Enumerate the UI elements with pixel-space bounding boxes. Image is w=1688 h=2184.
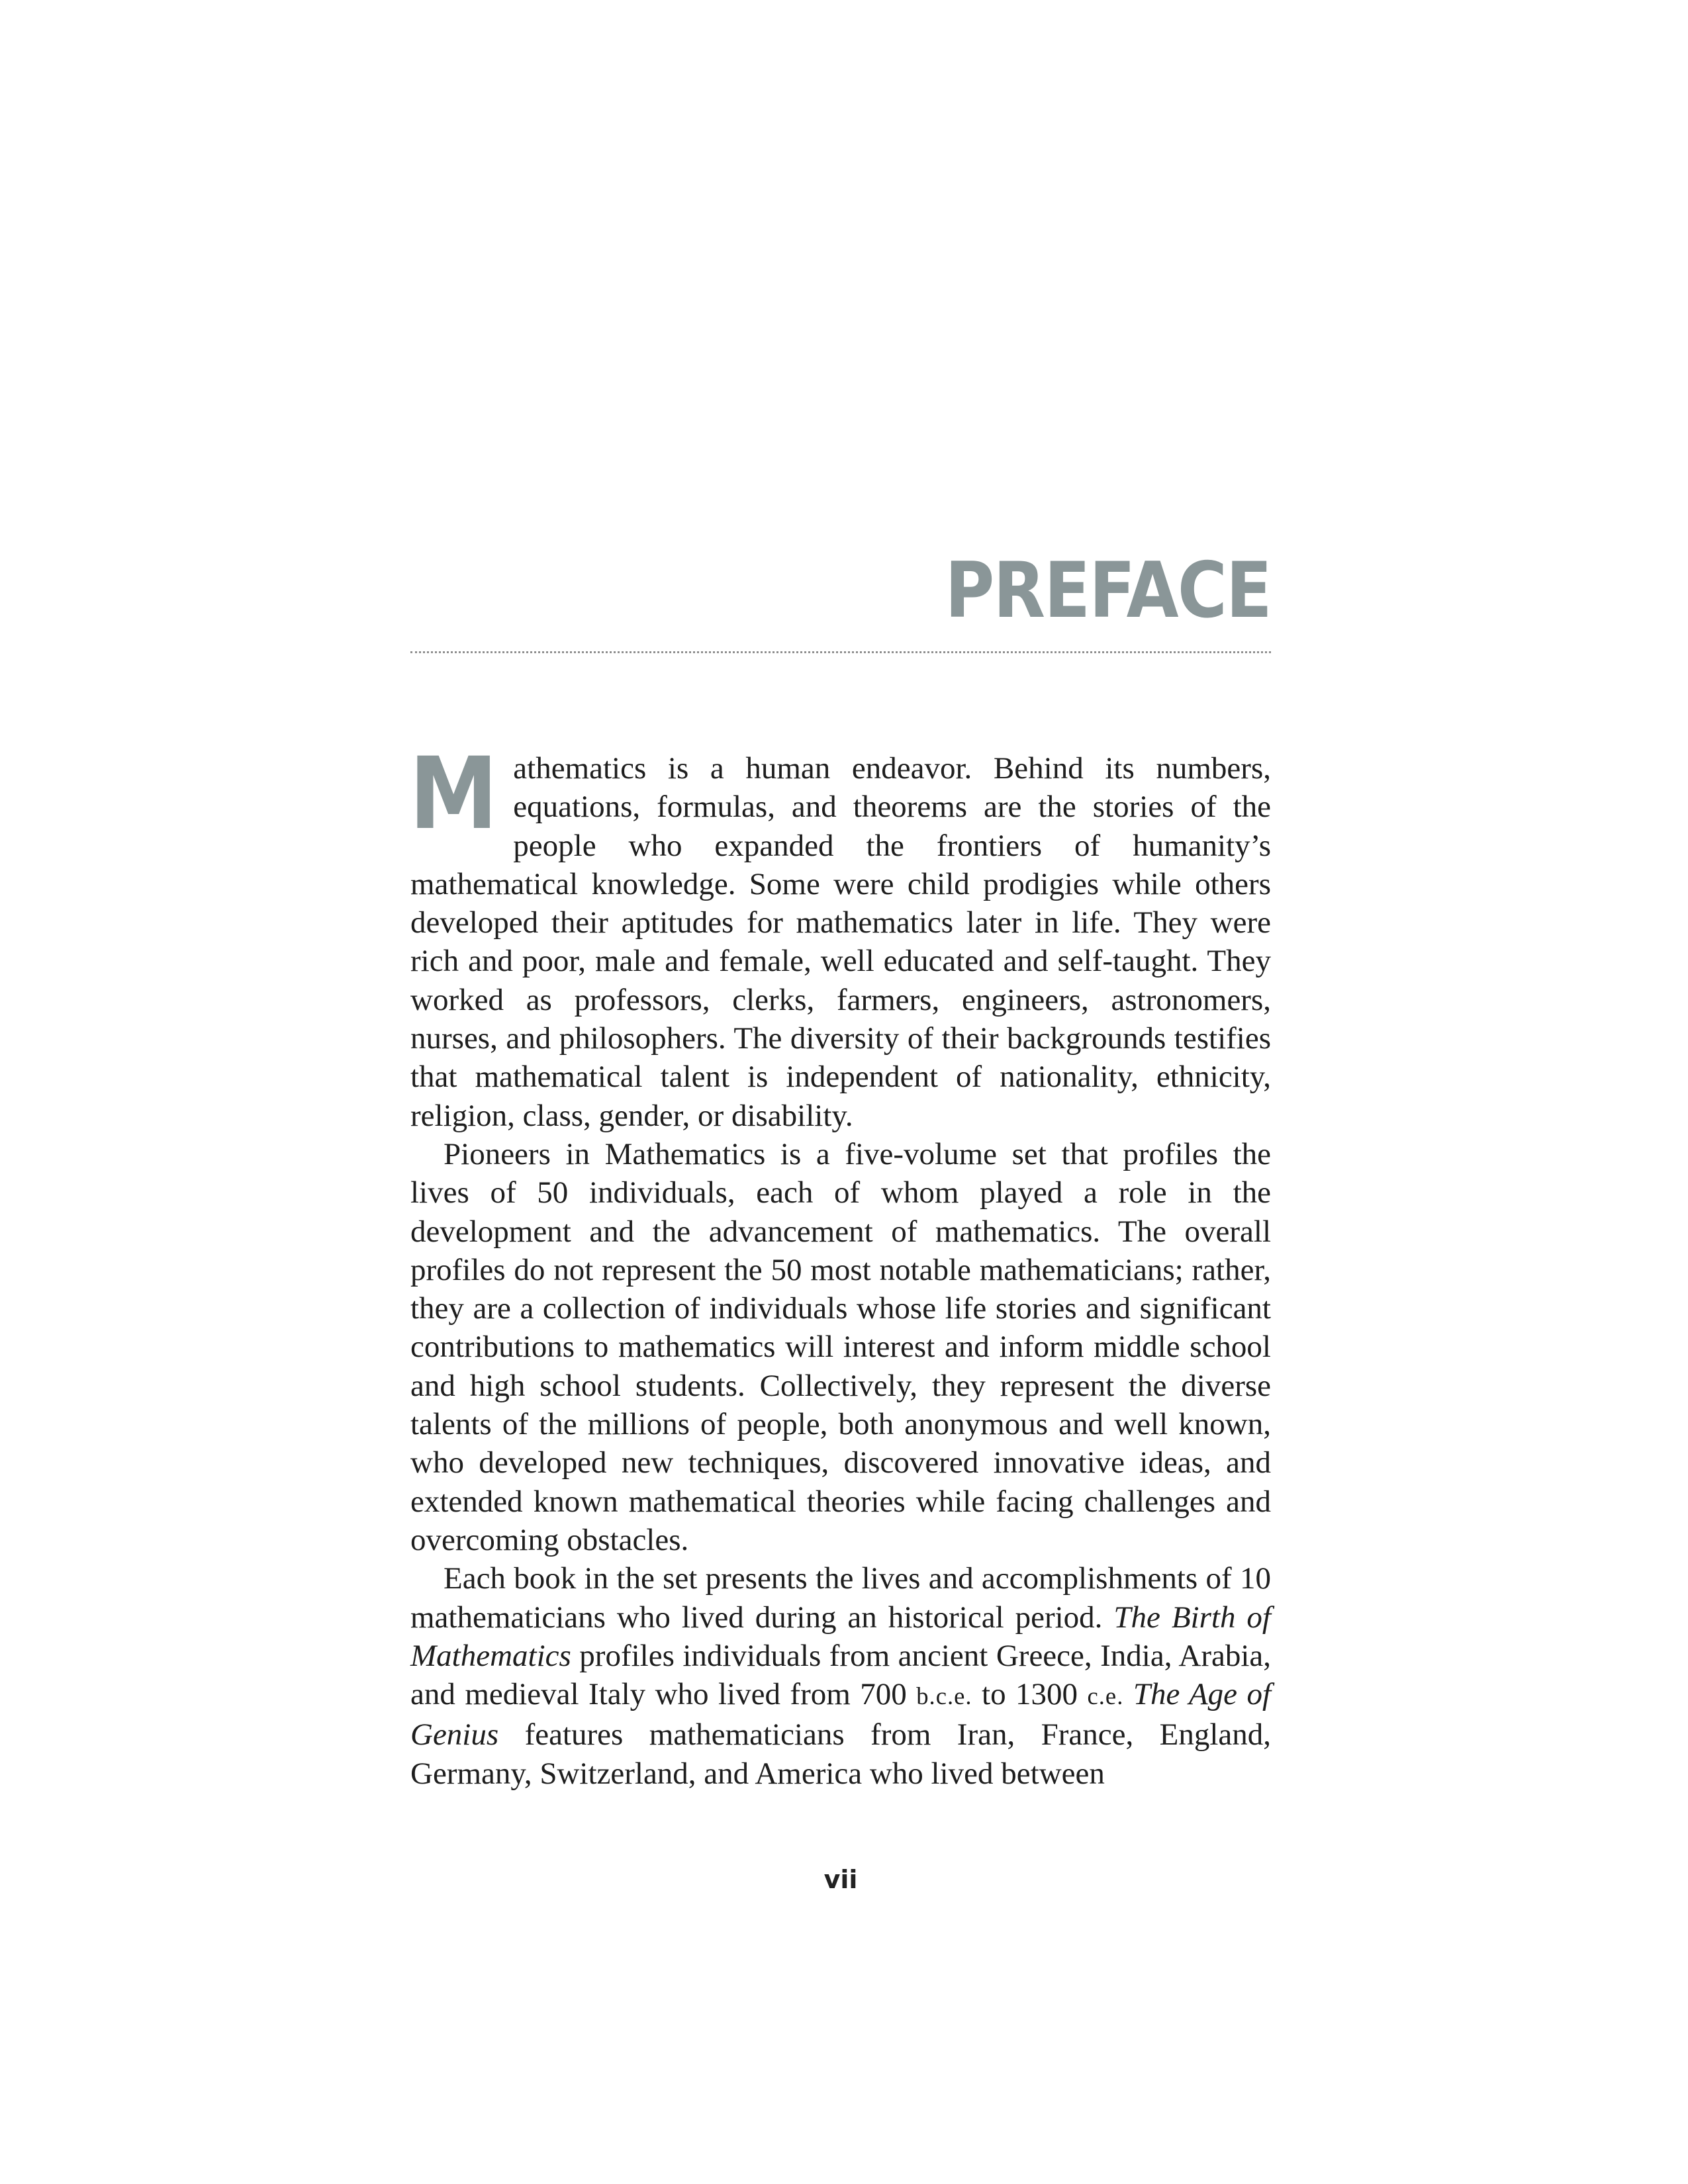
paragraph-3-sentence-3: to 1300 [982, 1677, 1078, 1712]
paragraph-3-sentence-2: profiles individuals from ancient Greece, India, Arabia, and medieval Italy who lived from 700 [410, 1638, 1272, 1712]
book-title-age-of-genius: The Age of Genius [410, 1677, 1272, 1752]
paragraph-1-text: athematics is a human endeavor. Behind its numbers, equations, formulas, and theorems are the stories of the people who expanded the frontiers of humanity’s mathematical knowledge. Some were child prodigies while others developed their aptitudes for mathematics later in life. They were rich and poor, male and female, well educated and self-taught. They worked as professors, clerks, farmers, engineers, astronomers, nurses, and philosophers. The diversity of their backgrounds testifies that mathematical talent is independent of nationality, ethnicity, religion, class, gender, or disability. [410, 751, 1271, 1133]
paragraph-3-sentence-4: features mathematicians from Iran, France, England, Germany, Switzerland, and America who lived between [410, 1717, 1272, 1791]
chapter-title: PREFACE [945, 546, 1271, 635]
book-title-birth-of-mathematics: The Birth of Mathematics [410, 1600, 1271, 1673]
preface-body [409, 737, 1272, 1793]
era-bce: b.c.e. [916, 1682, 972, 1710]
title-divider [410, 651, 1271, 653]
paragraph-3-sentence-1: Each book in the set presents the lives and accomplishments of 10 mathematicians who lived during an historical period. [410, 1561, 1271, 1635]
era-ce: c.e. [1087, 1682, 1124, 1710]
drop-cap: M [409, 737, 498, 852]
paragraph-2: Pioneers in Mathematics is a five-volume set that profiles the lives of 50 individuals, each of whom played a role in the development and the advancement of mathematics. The overall profiles do not represent the 50 most notable mathematicians; rather, they are a collection of individuals whose life stories and significant contributions to mathematics will interest and inform middle school and high school students. Collectively, they represent the diverse talents of the millions of people, both anonymous and well known, who developed new techniques, discovered innovative ideas, and extended known mathematical theories while facing challenges and overcoming obstacles. [410, 1136, 1271, 1557]
paragraph-3 [410, 1559, 1271, 1793]
page-number: vii [823, 1865, 858, 1894]
paragraph-1 [409, 737, 1271, 1135]
